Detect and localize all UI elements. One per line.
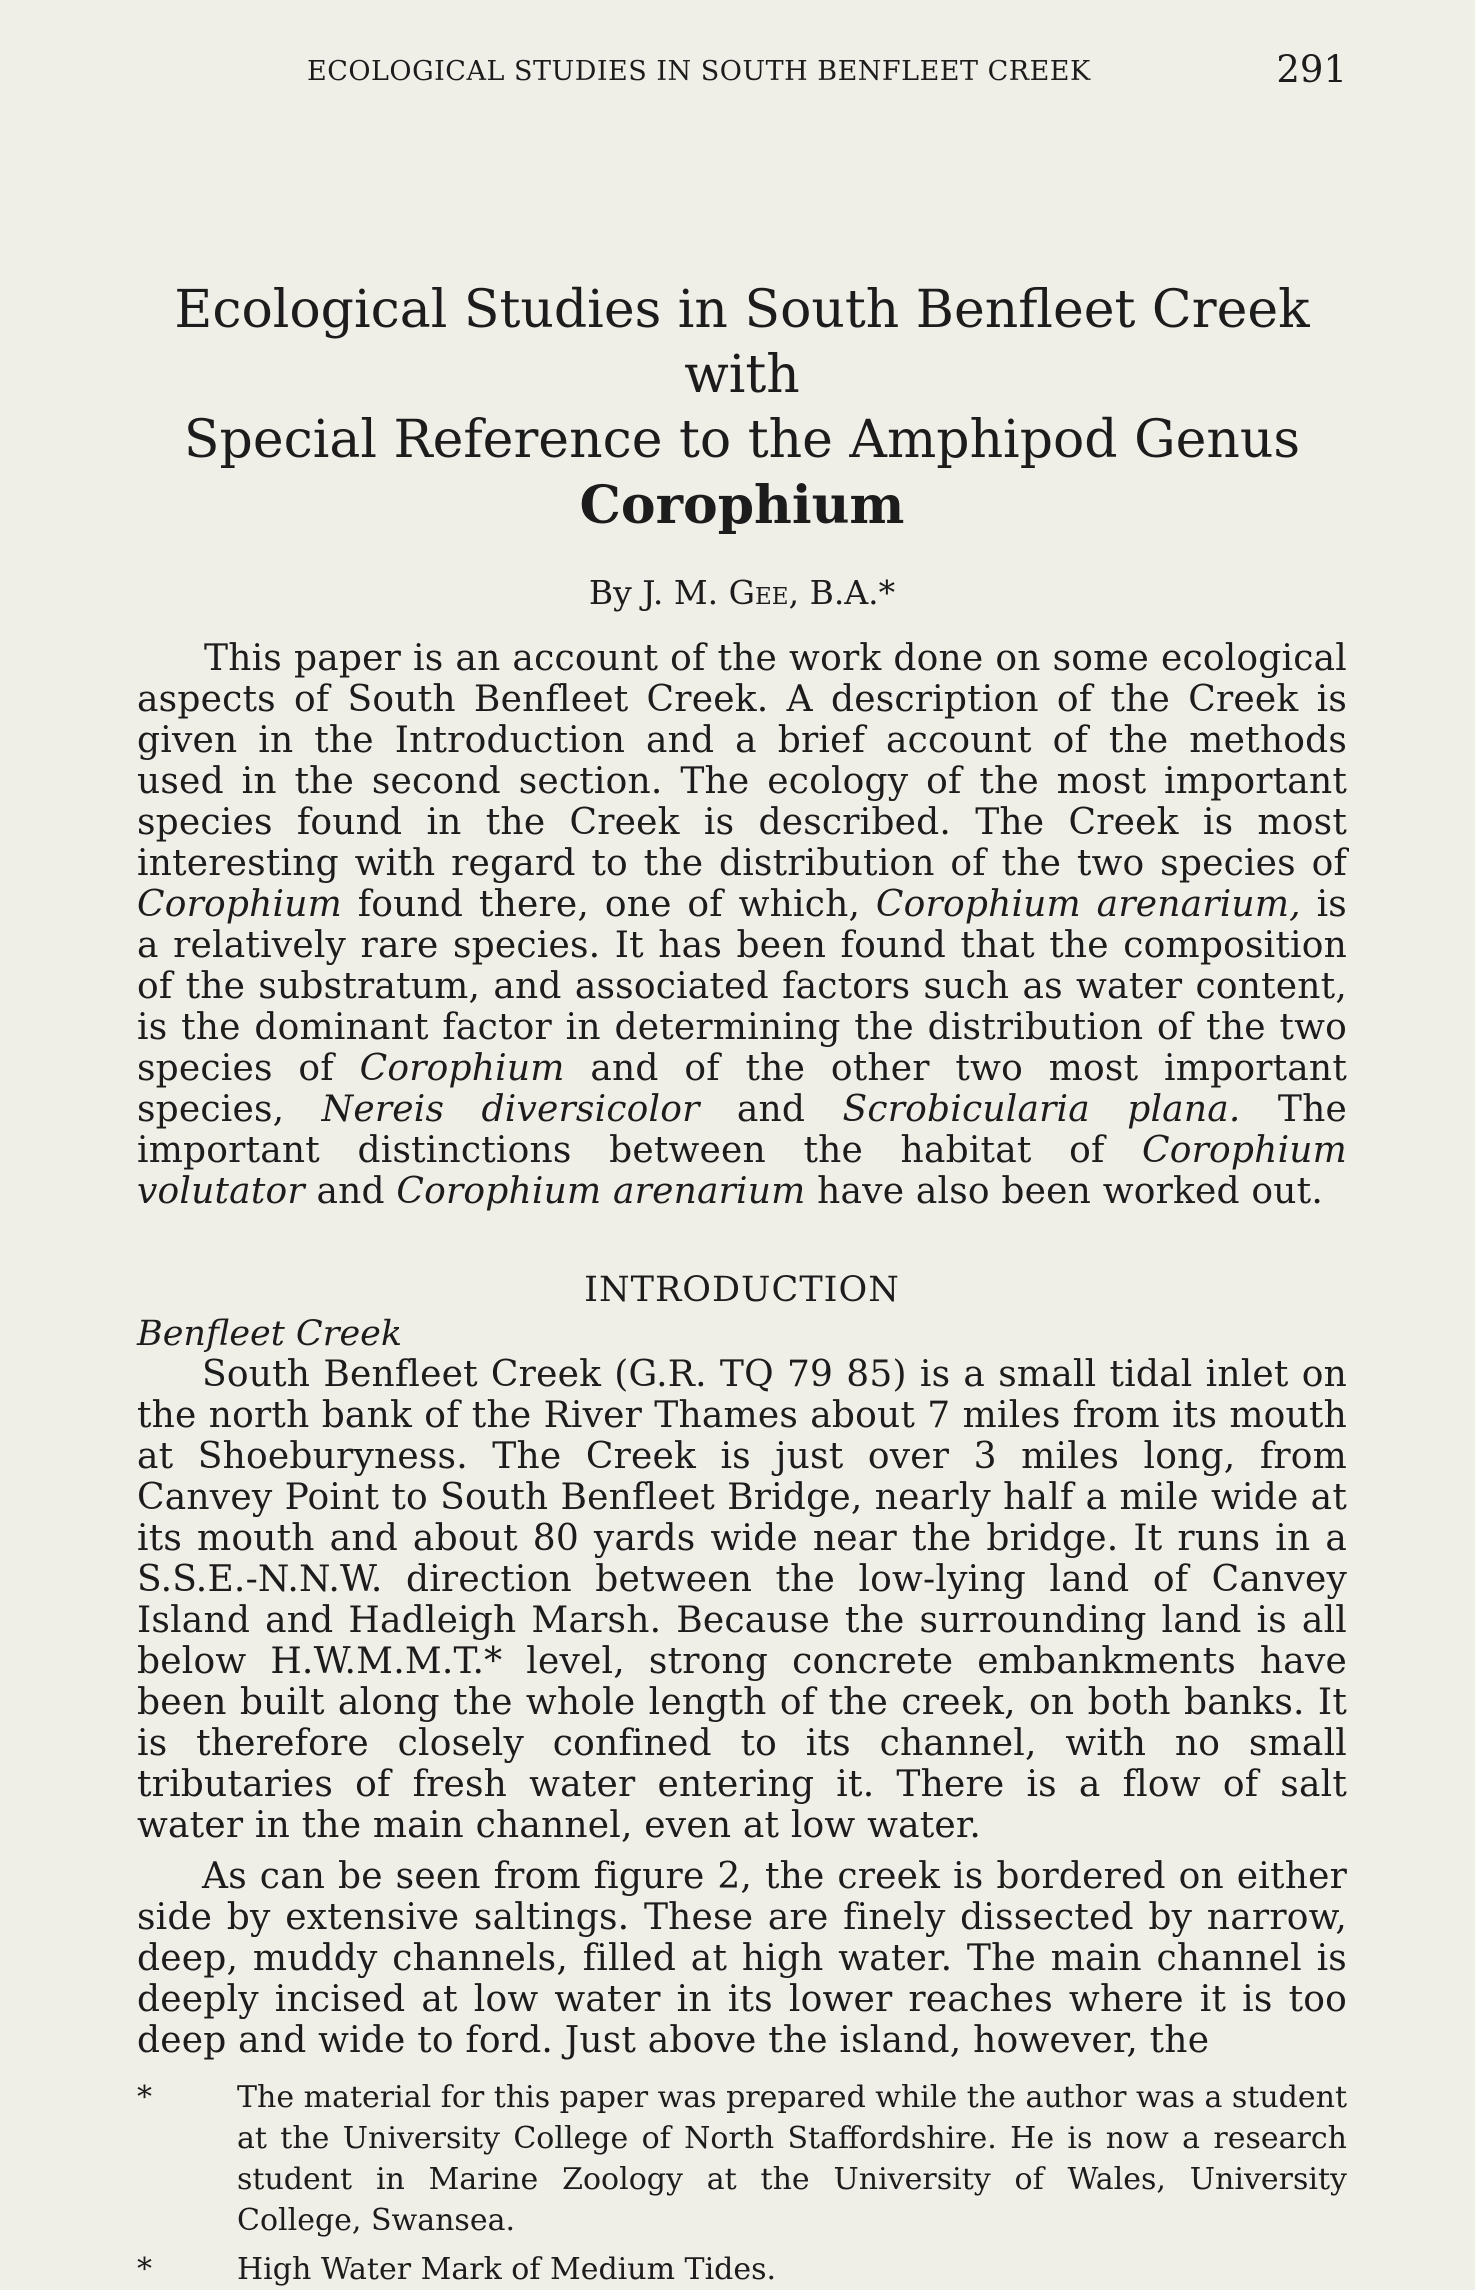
body-paragraph-2: As can be seen from figure 2, the creek is bordered on either side by extensive saltings. These are finely dissected by narrow, deep, muddy channels, filled at high water. The main channel is deeply incised at low water in its lower reaches where it is too deep and wide to ford. Just above the island, however, the (137, 1855, 1347, 2061)
abstract-text: and (699, 1088, 843, 1130)
abstract-text: The important distinctions between the habitat of (137, 1088, 1347, 1171)
taxon-name: Corophium arenarium (396, 1170, 806, 1212)
journal-page (137, 50, 1347, 2290)
running-header (137, 50, 1347, 100)
abstract-text: and of the other two most important species, (137, 1047, 1347, 1130)
footnote (137, 2077, 1347, 2241)
taxon-name: Corophium arenarium, (875, 883, 1301, 925)
footnotes (137, 2077, 1347, 2290)
abstract (137, 638, 1347, 1212)
title-genus: Corophium (579, 475, 905, 536)
running-title: ECOLOGICAL STUDIES IN SOUTH BENFLEET CREEK (307, 56, 1091, 87)
footnote-text: High Water Mark of Medium Tides. (237, 2251, 777, 2287)
taxon-name: Corophium (359, 1047, 565, 1089)
author-byline (137, 573, 1347, 612)
abstract-text: found there, one of which, (341, 883, 876, 925)
subsection-heading: Benfleet Creek (137, 1313, 403, 1354)
taxon-name: Corophium volutator (137, 1129, 1347, 1212)
byline-suffix: , B.A.* (788, 572, 896, 612)
abstract-text: is a relatively rare species. It has been found that the composition of the substratum, and associated factors such as water content, is the dominant factor in determining the distribution of the two species of (137, 883, 1347, 1089)
footnote-text: The material for this paper was prepared while the author was a student at the University College of North Staffordshire. He is now a research student in Marine Zoology at the University of Wales, University College, Swansea. (237, 2079, 1347, 2238)
page-number: 291 (1276, 48, 1347, 91)
article-title (137, 278, 1347, 538)
abstract-text: and (304, 1170, 397, 1212)
section-heading: INTRODUCTION (584, 1269, 900, 1310)
taxon-name: Scrobicularia plana. (842, 1088, 1241, 1130)
abstract-text: have also been worked out. (805, 1170, 1323, 1212)
abstract-text: This paper is an account of the work done on some ecological aspects of South Benfleet Creek. A description of the Creek is given in the Introduction and a brief account of the methods used in the second section. The ecology of the most important species found in the Creek is described. The Creek is most interesting with regard to the distribution of the two species of (137, 637, 1347, 884)
title-line-1: Ecological Studies in South Benfleet Creek with (174, 280, 1310, 405)
taxon-name: Nereis diversicolor (321, 1088, 700, 1130)
footnote-mark: * (137, 2079, 152, 2115)
author-surname: Gee (728, 572, 789, 612)
body-paragraph-1: South Benfleet Creek (G.R. TQ 79 85) is a small tidal inlet on the north bank of the River Thames about 7 miles from its mouth at Shoeburyness. The Creek is just over 3 miles long, from Canvey Point to South Benfleet Bridge, nearly half a mile wide at its mouth and about 80 yards wide near the bridge. It runs in a S.S.E.-N.N.W. direction between the low-lying land of Canvey Island and Hadleigh Marsh. Because the surrounding land is all below H.W.M.M.T.* level, strong concrete embankments have been built along the whole length of the creek, on both banks. It is therefore closely confined to its channel, with no small tributaries of fresh water entering it. There is a flow of salt water in the main channel, even at low water. (137, 1353, 1347, 1846)
footnote-mark: * (137, 2251, 152, 2287)
title-line-2: Special Reference to the Amphipod Genus (183, 410, 1301, 470)
byline-prefix: By J. M. (588, 572, 729, 612)
taxon-name: Corophium (137, 883, 342, 925)
footnote (137, 2249, 1347, 2290)
